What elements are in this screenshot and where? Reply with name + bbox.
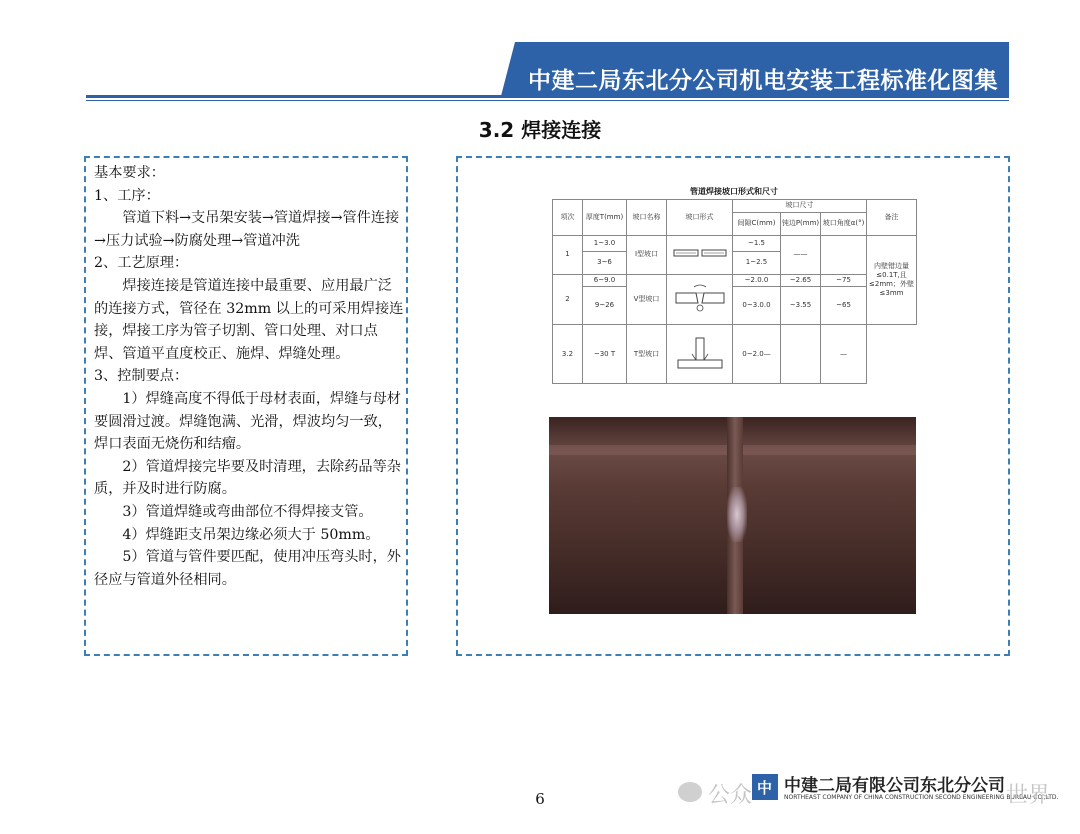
process-text: 管道下料→支吊架安装→管道焊接→管件连接→压力试验→防腐处理→管道冲洗 [94, 210, 400, 249]
cell-thickness: 1~3.0 [583, 235, 627, 251]
watermark-text-right: 世界 [1006, 783, 1051, 808]
control-point: 5）管道与管件要匹配，使用冲压弯头时，外径应与管道外径相同。 [94, 549, 401, 588]
process-heading: 1、工序： [94, 187, 160, 204]
watermark-text-left: 公众 [708, 783, 753, 808]
cell-blunt: —— [781, 235, 821, 274]
cell-gap: ~1.5 [733, 235, 781, 251]
v-groove-diagram [672, 281, 728, 315]
cell-angle [821, 235, 867, 274]
i-groove-diagram [672, 244, 728, 262]
th-groove-form: 坡口形式 [667, 200, 733, 236]
cell-groove-form [667, 274, 733, 324]
requirements-heading: 基本要求： [94, 165, 165, 181]
th-blunt: 钝边P(mm) [781, 212, 821, 235]
th-remark: 备注 [867, 200, 917, 236]
control-point: 4）焊缝距支吊架边缘必须大于 50mm。 [122, 526, 380, 543]
weld-pipe-photo [549, 417, 916, 614]
cell-gap: 0~3.0.0 [733, 287, 781, 325]
cell-thickness: 6~9.0 [583, 274, 627, 287]
wechat-watermark-icon [678, 782, 702, 802]
cell-item: 3.2 [553, 325, 583, 384]
cell-gap: 1~2.5 [733, 251, 781, 274]
footer-company-en: NORTHEAST COMPANY OF CHINA CONSTRUCTION SECOND ENGINEERING BUREAU CO.,LTD. [784, 794, 1059, 801]
company-logo-icon [752, 774, 778, 800]
cell-blunt: ~3.55 [781, 287, 821, 325]
header-rule-thin [86, 100, 1009, 101]
control-heading: 3、控制要点： [94, 368, 189, 385]
page-number: 6 [535, 790, 545, 808]
cell-groove-name: T型坡口 [627, 325, 667, 384]
footer-company-name: 中建二局有限公司东北分公司 [784, 776, 1005, 796]
cell-groove-name: I型坡口 [627, 235, 667, 274]
th-groove-name: 坡口名称 [627, 200, 667, 236]
th-angle: 坡口角度α(°) [821, 212, 867, 235]
cell-groove-name: V型坡口 [627, 274, 667, 324]
header-title: 中建二局东北分公司机电安装工程标准化图集 [528, 68, 998, 94]
requirements-text [94, 162, 406, 591]
cell-groove-form [667, 325, 733, 384]
principle-text: 焊接连接是管道连接中最重要、应用最广泛的连接方式，管径在 32mm 以上的可采用焊接连接，焊接工序为管子切割、管口处理、对口点焊、管道平直度校正、施焊、焊缝处理。 [94, 277, 404, 362]
th-thickness: 厚度T(mm) [583, 200, 627, 236]
cell-item: 1 [553, 235, 583, 274]
principle-heading: 2、工艺原理： [94, 255, 189, 272]
cell-remark: 内壁错边量≤0.1T,且≤2mm；外壁≤3mm [867, 235, 917, 324]
weld-shine [727, 487, 747, 542]
header-rule [86, 95, 1009, 98]
cell-gap: ~2.0.0 [733, 274, 781, 287]
th-groove-size: 坡口尺寸 [733, 200, 867, 213]
cell-blunt: ~2.65 [781, 274, 821, 287]
weld-table [552, 199, 917, 384]
weld-table-title: 管道焊接坡口形式和尺寸 [690, 187, 778, 196]
cell-gap: 0~2.0— [733, 325, 781, 384]
cell-groove-form [667, 235, 733, 274]
cell-angle: — [821, 325, 867, 384]
cell-thickness: 3~6 [583, 251, 627, 274]
section-title: 3.2 焊接连接 [478, 118, 602, 142]
cell-angle: ~65 [821, 287, 867, 325]
control-point: 3）管道焊缝或弯曲部位不得焊接支管。 [122, 503, 373, 520]
t-groove-diagram [672, 330, 728, 376]
control-point: 1）焊缝高度不得低于母材表面，焊缝与母材要圆滑过渡。焊缝饱满、光滑，焊波均匀一致，焊口表面无烧伤和结瘤。 [94, 390, 401, 453]
control-point: 2）管道焊接完毕要及时清理，去除药品等杂质，并及时进行防腐。 [94, 458, 401, 498]
th-gap: 间隙C(mm) [733, 212, 781, 235]
cell-thickness: 9~26 [583, 287, 627, 325]
th-item: 项次 [553, 200, 583, 236]
cell-angle: ~75 [821, 274, 867, 287]
cell-item: 2 [553, 274, 583, 324]
cell-thickness: ~30 T [583, 325, 627, 384]
cell-blunt [781, 325, 821, 384]
